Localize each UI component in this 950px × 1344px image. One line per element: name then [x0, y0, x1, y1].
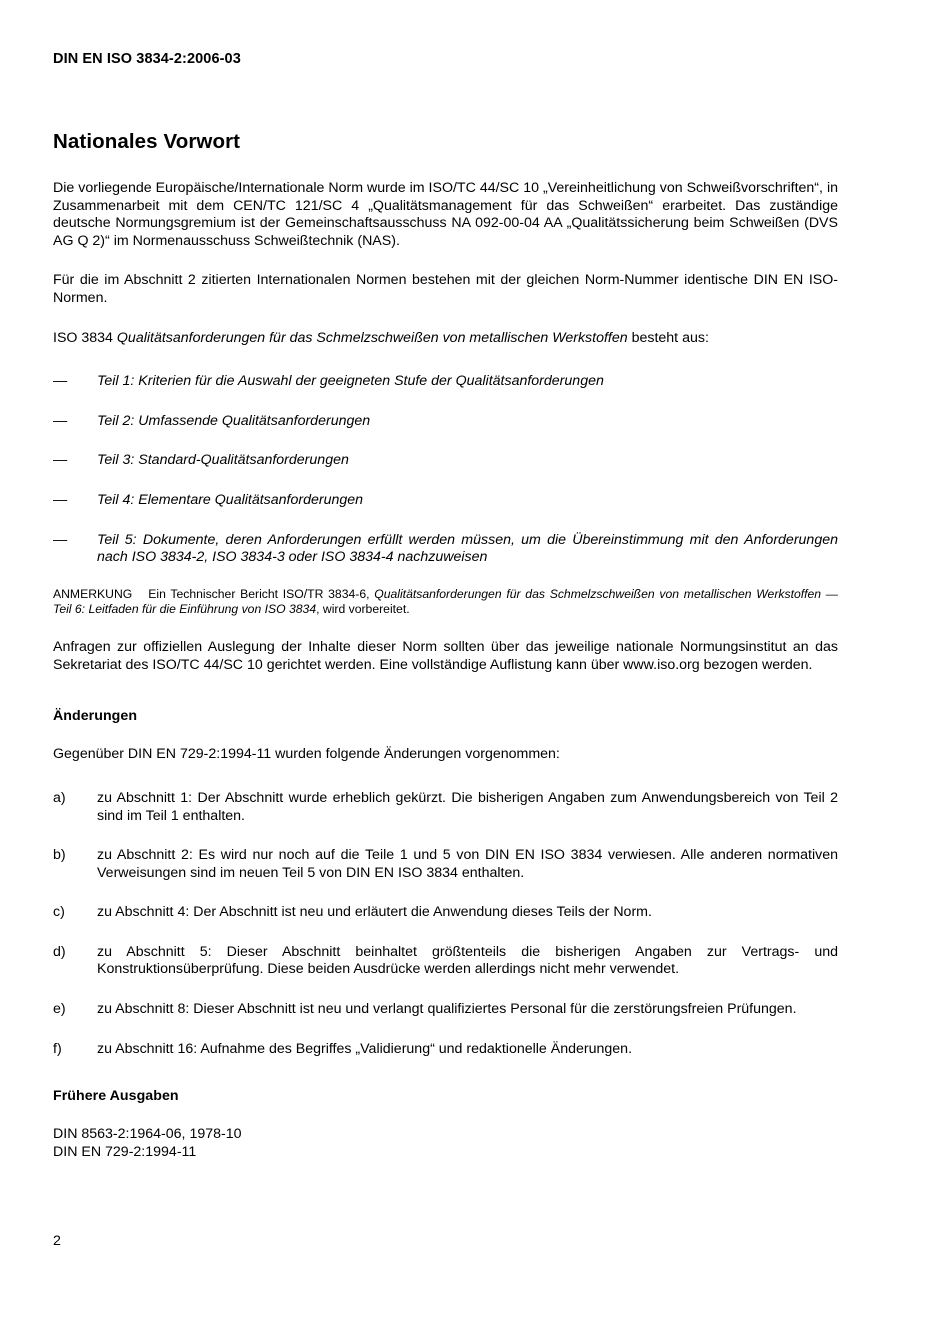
em-dash-bullet: — — [53, 412, 67, 429]
changes-heading: Änderungen — [53, 708, 138, 725]
list-item-label: Teil 5: Dokumente, deren Anforderungen erfüllt werden müssen, um die Übereinstimmung mit den Anforderungen nach ISO 3834-2, ISO 3834-3 oder ISO 3834-4 nachzuweisen — [97, 531, 838, 566]
em-dash-bullet: — — [53, 531, 67, 548]
list-item-label: zu Abschnitt 4: Der Abschnitt ist neu und erläutert die Anwendung dieses Teils der Norm. — [97, 904, 652, 921]
foreword-paragraph-3: Anfragen zur offiziellen Auslegung der Inhalte dieser Norm sollten über das jeweilige nationale Normungsinstitut an das Sekretariat des ISO/TC 44/SC 10 gerichtet werden. Eine vollständige Auflistung kann über www.iso.org bezogen werden. — [53, 639, 838, 673]
parts-intro-title: Qualitätsanforderungen für das Schmelzschweißen von metallischen Werkstoffen — [116, 329, 628, 346]
list-item — [53, 492, 838, 510]
list-item-marker: d) — [53, 943, 66, 960]
list-item-label: Teil 1: Kriterien für die Auswahl der geeigneten Stufe der Qualitätsanforderungen — [97, 373, 604, 390]
list-item-label: zu Abschnitt 2: Es wird nur noch auf die Teile 1 und 5 von DIN EN ISO 3834 verwiesen. Alle anderen normativen Verweisungen sind im neuen Teil 5 von DIN EN ISO 3834 enthalten. — [97, 847, 838, 881]
parts-intro — [53, 330, 838, 348]
list-item — [53, 944, 838, 979]
list-item-label: zu Abschnitt 1: Der Abschnitt wurde erheblich gekürzt. Die bisherigen Angaben zum Anwendungsbereich von Teil 2 sind im Teil 1 enthalten. — [97, 789, 838, 824]
list-item — [53, 904, 838, 922]
list-item — [53, 1001, 838, 1019]
note-text-2: , wird vorbereitet. — [316, 601, 410, 616]
list-item-label: zu Abschnitt 5: Dieser Abschnitt beinhaltet größtenteils die bisherigen Angaben zur Vertrags- und Konstruktionsüberprüfung. Diese beiden Ausdrücke werden allerdings nicht mehr verwendet. — [97, 943, 838, 978]
em-dash-bullet: — — [53, 452, 67, 469]
parts-list — [53, 373, 838, 567]
list-item-label: Teil 4: Elementare Qualitätsanforderungen — [97, 491, 364, 508]
note-text-1: Ein Technischer Bericht ISO/TR 3834-6, — [148, 586, 375, 601]
em-dash-bullet: — — [53, 491, 67, 508]
note-label: ANMERKUNG — [53, 586, 133, 601]
list-item: DIN EN 729-2:1994-11 — [53, 1143, 197, 1160]
note-anmerkung — [53, 587, 838, 617]
parts-intro-prefix: ISO 3834 — [53, 329, 117, 346]
parts-intro-suffix: besteht aus: — [627, 329, 709, 346]
list-item-label: Teil 3: Standard-Qualitätsanforderungen — [97, 452, 349, 469]
previous-editions-heading: Frühere Ausgaben — [53, 1088, 179, 1105]
list-item — [53, 532, 838, 567]
foreword-paragraph-2: Für die im Abschnitt 2 zitierten Internationalen Normen bestehen mit der gleichen Norm-Nummer identische DIN EN ISO-Normen. — [53, 272, 838, 306]
list-item — [53, 452, 838, 470]
page-content — [53, 130, 838, 1161]
list-item-marker: b) — [53, 847, 66, 864]
list-item — [53, 847, 838, 882]
list-item-label: zu Abschnitt 8: Dieser Abschnitt ist neu und verlangt qualifiziertes Personal für die zerstörungsfreien Prüfungen. — [97, 1001, 797, 1018]
list-item-marker: f) — [53, 1040, 62, 1057]
changes-intro: Gegenüber DIN EN 729-2:1994-11 wurden folgende Änderungen vorgenommen: — [53, 746, 560, 763]
changes-list — [53, 790, 838, 1058]
list-item — [53, 413, 838, 431]
list-item — [53, 1041, 838, 1059]
list-item-marker: a) — [53, 789, 66, 806]
previous-editions-list — [53, 1126, 838, 1161]
list-item: DIN 8563-2:1964-06, 1978-10 — [53, 1126, 242, 1143]
running-header: DIN EN ISO 3834-2:2006-03 — [53, 51, 241, 67]
list-item-marker: e) — [53, 1001, 66, 1018]
page-title: Nationales Vorwort — [53, 130, 241, 153]
note-title-italic: Qualitätsanforderungen für das Schmelzschweißen von metallischen Werkstoffen — Teil 6: Leitfaden für die Einführung von ISO 3834 — [53, 586, 838, 616]
list-item — [53, 373, 838, 391]
page-number: 2 — [53, 1233, 61, 1249]
em-dash-bullet: — — [53, 373, 67, 390]
list-item — [53, 790, 838, 825]
list-item-label: Teil 2: Umfassende Qualitätsanforderungen — [97, 412, 371, 429]
foreword-paragraph-1: Die vorliegende Europäische/Internationale Norm wurde im ISO/TC 44/SC 10 „Vereinheitlichung von Schweißvorschriften“, in Zusammenarbeit mit dem CEN/TC 121/SC 4 „Qualitätsmanagement für das Schweißen“ erarbeitet. Das zuständige deutsche Normungsgremium ist der Gemeinschaftsausschuss NA 092-00-04 AA „Qualitätssicherung beim Schweißen (DVS AG Q 2)“ im Normenausschuss Schweißtechnik (NAS). — [53, 180, 838, 249]
list-item-label: zu Abschnitt 16: Aufnahme des Begriffes „Validierung“ und redaktionelle Änderungen. — [97, 1040, 633, 1057]
list-item-marker: c) — [53, 904, 65, 921]
